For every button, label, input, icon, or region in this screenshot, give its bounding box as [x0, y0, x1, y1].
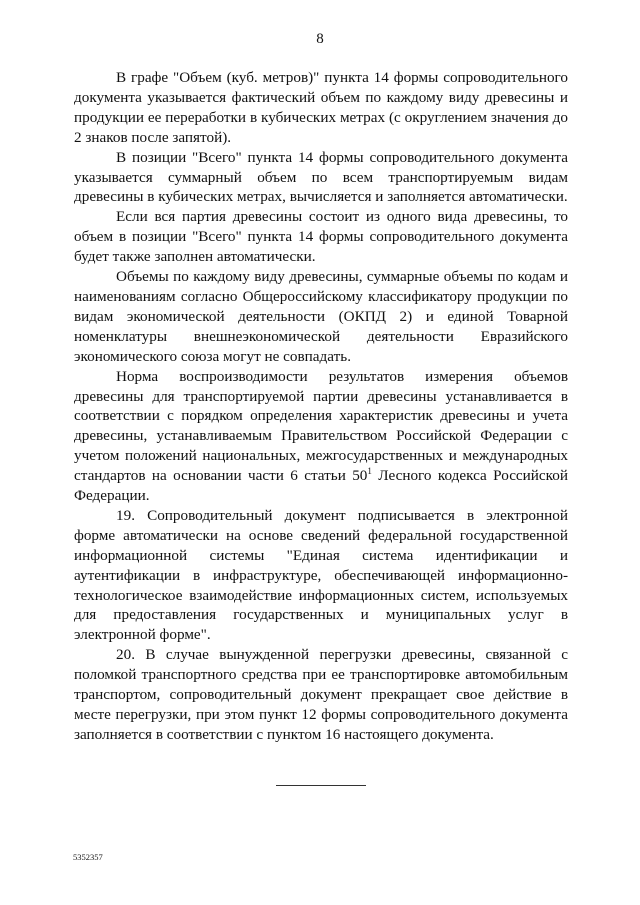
paragraph-item-20: 20. В случае вынужденной перегрузки древесины, связанной с поломкой транспортного средства при ее транспортировке автомобильным транспортом, сопроводительный документ прекращает свое действие в месте перегрузки, при этом пункт 12 формы сопроводительного документа заполняется в соответствии с пунктом 16 настоящего документа. [74, 646, 568, 743]
paragraph-volumes-mismatch: Объемы по каждому виду древесины, суммарные объемы по кодам и наименованиям согласно Общероссийскому классификатору продукции по видам экономической деятельности (ОКПД 2) и единой Товарной номенклатуры внешнеэкономической деятельности Евразийского экономического союза могут не совпадать. [74, 268, 568, 365]
document-code: 5352357 [73, 852, 103, 862]
article-superscript: 1 [367, 466, 372, 477]
paragraph-reproducibility-norm [74, 367, 568, 506]
end-separator-line [276, 785, 366, 786]
paragraph-single-species: Если вся партия древесины состоит из одного вида древесины, то объем в позиции "Всего" пункта 14 формы сопроводительного документа будет также заполнен автоматически. [74, 208, 568, 266]
reproducibility-text: Норма воспроизводимости результатов измерения объемов древесины для транспортируемой партии древесины устанавливается в соответствии с порядком определения характеристик древесины и учета древесины, устанавливаемым Правительством Российской Федерации с учетом положений национальных, межгосударственных и международных стандартов на основании части 6 статьи 50 [74, 367, 568, 485]
paragraph-item-19: 19. Сопроводительный документ подписывается в электронной форме автоматически на основе сведений федеральной государственной информационной системы "Единая система идентификации и аутентификации в инфраструктуре, обеспечивающей информационно-технологическое взаимодействие информационных систем, используемых для предоставления государственных и муниципальных услуг в электронной форме". [74, 506, 568, 644]
reproducibility-text-end: Лесного кодекса Российской Федерации. [74, 467, 568, 505]
paragraph-volume-column: В графе "Объем (куб. метров)" пункта 14 формы сопроводительного документа указывается фактический объем по каждому виду древесины и продукции ее переработки в кубических метрах (с округлением значения до 2 знаков после запятой). [74, 69, 568, 146]
document-body [74, 68, 568, 745]
paragraph-total-position: В позиции "Всего" пункта 14 формы сопроводительного документа указывается суммарный объем по всем транспортируемым видам древесины в кубических метрах, вычисляется и заполняется автоматически. [74, 148, 568, 206]
page-number: 8 [316, 31, 324, 47]
